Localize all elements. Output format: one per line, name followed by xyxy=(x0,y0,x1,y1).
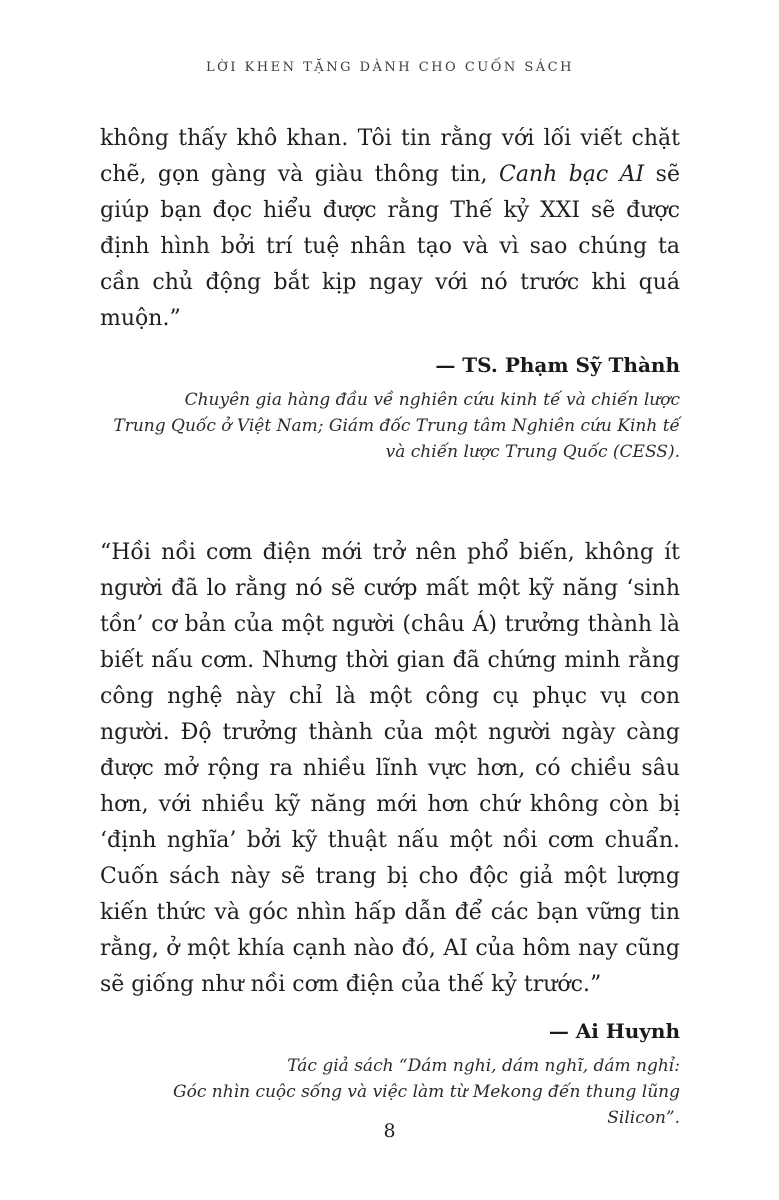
endorsement-1 xyxy=(100,121,680,465)
endorsement-1-text-part2: sẽ giúp bạn đọc hiểu được rằng Thế kỷ XXI sẽ được định hình bởi trí tuệ nhân tạo và vì sao chúng ta cần chủ động bắt kịp ngay với nó trước khi quá muộn.” xyxy=(100,162,680,331)
page-number: 8 xyxy=(383,1120,396,1142)
endorsement-2-bio-line: Góc nhìn cuộc sống và việc làm từ Mekong đến thung lũng Silicon”. xyxy=(173,1082,680,1128)
endorsement-1-author: — TS. Phạm Sỹ Thành xyxy=(435,353,680,377)
endorsement-2-author: — Ai Huynh xyxy=(548,1019,680,1043)
endorsement-1-text-part1: không thấy khô khan. Tôi tin rằng với lối viết chặt chẽ, gọn gàng và giàu thông tin, xyxy=(100,126,680,187)
endorsement-2-bio-line: Tác giả sách “Dám nghi, dám nghĩ, dám nghỉ: xyxy=(287,1056,680,1076)
endorsement-2-text: “Hồi nồi cơm điện mới trở nên phổ biến, không ít người đã lo rằng nó sẽ cướp mất một kỹ năng ‘sinh tồn’ cơ bản của một người (châu Á) trưởng thành là biết nấu cơm. Nhưng thời gian đã chứng minh rằng công nghệ này chỉ là một công cụ phục vụ con người. Độ trưởng thành của một người ngày càng được mở rộng ra nhiều lĩnh vực hơn, có chiều sâu hơn, với nhiều kỹ năng mới hơn chứ không còn bị ‘định nghĩa’ bởi kỹ thuật nấu một nồi cơm chuẩn. Cuốn sách này sẽ trang bị cho độc giả một lượng kiến thức và góc nhìn hấp dẫn để các bạn vững tin rằng, ở một khía cạnh nào đó, AI của hôm nay cũng sẽ giống như nồi cơm điện của thế kỷ trước.” xyxy=(100,540,680,997)
endorsement-1-bio-line: Chuyên gia hàng đầu về nghiên cứu kinh tế và chiến lược xyxy=(184,390,680,410)
endorsement-1-bio-line: và chiến lược Trung Quốc (CESS). xyxy=(385,442,680,462)
endorsement-1-text xyxy=(100,121,680,337)
endorsement-1-bio-line: Trung Quốc ở Việt Nam; Giám đốc Trung tâm Nghiên cứu Kinh tế xyxy=(113,416,680,436)
endorsement-2 xyxy=(100,535,680,1131)
endorsement-1-bio xyxy=(100,387,680,465)
running-header: LỜI KHEN TẶNG DÀNH CHO CUỐN SÁCH xyxy=(206,60,574,75)
book-title-italic: Canh bạc AI xyxy=(498,162,645,187)
